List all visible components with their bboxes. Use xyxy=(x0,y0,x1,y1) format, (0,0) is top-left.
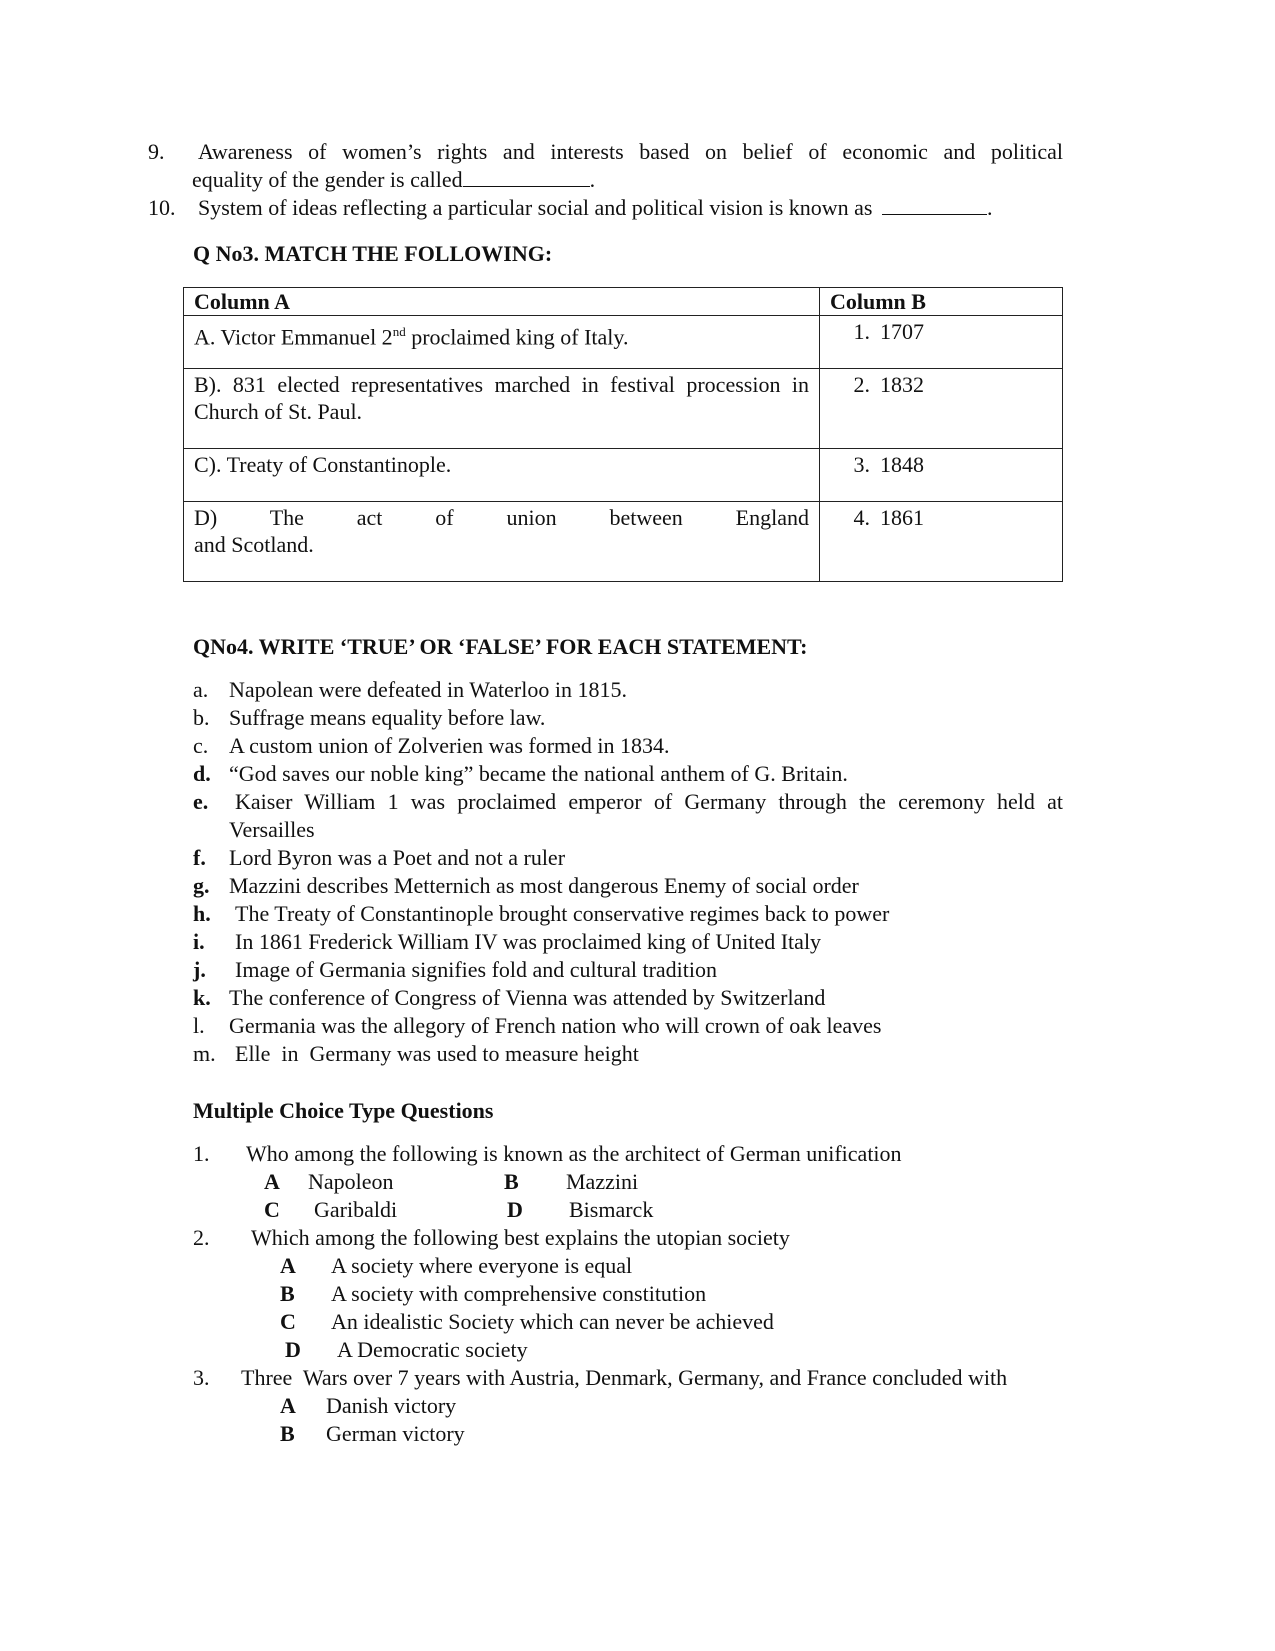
match-row-3-value xyxy=(820,449,1063,502)
mcq-q2-option-a-text: A society where everyone is equal xyxy=(331,1253,633,1278)
mcq-q1-option-c-label: C xyxy=(264,1197,280,1222)
match-header-row xyxy=(184,288,1063,316)
q9-text-pre: equality of the gender is called xyxy=(192,167,463,192)
row-d-line1: D) The act of union between England xyxy=(194,505,809,530)
mcq-q1-option-d-label: D xyxy=(507,1197,523,1222)
tf-statement-f: Lord Byron was a Poet and not a ruler xyxy=(229,845,566,870)
mcq-q1-option-b-label: B xyxy=(504,1169,519,1194)
mcq-q1-option-a-text: Napoleon xyxy=(308,1169,394,1194)
tf-letter-d: d. xyxy=(193,761,211,786)
row-4-year: 1861 xyxy=(880,505,924,530)
mcq-q2-option-d-label: D xyxy=(285,1337,301,1362)
mcq-q3-number: 3. xyxy=(193,1365,210,1390)
tf-statement-l: Germania was the allegory of French nation who will crown of oak leaves xyxy=(229,1013,882,1038)
tf-statement-m: Elle in Germany was used to measure height xyxy=(235,1041,639,1066)
tf-letter-e: e. xyxy=(193,789,209,814)
tf-statement-i: In 1861 Frederick William IV was proclaimed king of United Italy xyxy=(235,929,822,954)
match-row-d xyxy=(184,502,1063,582)
tf-statement-c: A custom union of Zolverien was formed in 1834. xyxy=(229,733,670,758)
mcq-q2-option-b-label: B xyxy=(280,1281,295,1306)
match-row-b xyxy=(184,369,1063,449)
tf-letter-j: j. xyxy=(193,957,206,982)
row-3-year: 1848 xyxy=(880,452,924,477)
match-table xyxy=(183,287,1063,582)
mcq-q3-option-b-text: German victory xyxy=(326,1421,465,1446)
mcq-q3-option-a-text: Danish victory xyxy=(326,1393,457,1418)
tf-letter-h: h. xyxy=(193,901,211,926)
q10-text-post: . xyxy=(987,195,993,220)
tf-letter-m: m. xyxy=(193,1041,216,1066)
match-row-c-text: C). Treaty of Constantinople. xyxy=(184,449,820,502)
mcq-q2-number: 2. xyxy=(193,1225,210,1250)
row-a-text-pre: A. Victor Emmanuel 2 xyxy=(194,324,393,350)
q9-text-line1: Awareness of women’s rights and interests based on belief of economic and political xyxy=(198,139,1063,164)
mcq-q1-text: Who among the following is known as the architect of German unification xyxy=(246,1141,902,1166)
mcq-q1-option-c-text: Garibaldi xyxy=(314,1197,398,1222)
q9-text-post: . xyxy=(589,167,596,192)
column-b-header: Column B xyxy=(820,288,1063,316)
mcq-q1-number: 1. xyxy=(193,1141,210,1166)
tf-letter-l: l. xyxy=(193,1013,205,1038)
mcq-q2-text: Which among the following best explains the utopian society xyxy=(251,1225,790,1250)
row-1-number: 1. xyxy=(853,319,870,344)
tf-statement-e: Kaiser William 1 was proclaimed emperor of Germany through the ceremony held at xyxy=(235,789,1063,814)
mcq-q1-option-a-label: A xyxy=(264,1169,280,1194)
mcq-q2-option-c-text: An idealistic Society which can never be achieved xyxy=(331,1309,774,1334)
row-2-year: 1832 xyxy=(880,372,924,397)
tf-letter-c: c. xyxy=(193,733,209,758)
mcq-q2-option-b-text: A society with comprehensive constitution xyxy=(331,1281,707,1306)
q9-blank xyxy=(463,166,590,187)
row-4-number: 4. xyxy=(853,505,870,530)
q9-number: 9. xyxy=(148,139,165,164)
mcq-q3-option-b-label: B xyxy=(280,1421,295,1446)
row-3-number: 3. xyxy=(853,452,870,477)
match-row-b-text: B). 831 elected representatives marched in festival procession in Church of St. Paul. xyxy=(184,369,820,449)
q10-text-line xyxy=(198,194,993,222)
match-heading: Q No3. MATCH THE FOLLOWING: xyxy=(193,241,553,266)
row-1-year: 1707 xyxy=(880,319,924,344)
match-row-4-value xyxy=(820,502,1063,582)
tf-statement-k: The conference of Congress of Vienna was attended by Switzerland xyxy=(229,985,826,1010)
q10-blank xyxy=(882,194,987,215)
mcq-heading: Multiple Choice Type Questions xyxy=(193,1098,494,1123)
match-row-1-value xyxy=(820,316,1063,369)
tf-statement-h: The Treaty of Constantinople brought conservative regimes back to power xyxy=(235,901,890,926)
tf-letter-k: k. xyxy=(193,985,211,1010)
q10-text: System of ideas reflecting a particular social and political vision is known as xyxy=(198,195,873,220)
q9-text-line2 xyxy=(192,166,595,194)
row-d-line2: and Scotland. xyxy=(194,532,314,557)
match-row-a xyxy=(184,316,1063,369)
tf-statement-g: Mazzini describes Metternich as most dangerous Enemy of social order xyxy=(229,873,859,898)
match-row-c xyxy=(184,449,1063,502)
tf-statement-j: Image of Germania signifies fold and cultural tradition xyxy=(235,957,718,982)
mcq-q2-option-d-text: A Democratic society xyxy=(337,1337,528,1362)
tf-statement-e-cont: Versailles xyxy=(229,817,315,842)
mcq-q1-option-b-text: Mazzini xyxy=(566,1169,639,1194)
mcq-q2-option-a-label: A xyxy=(280,1253,296,1278)
tf-letter-f: f. xyxy=(193,845,206,870)
tf-letter-i: i. xyxy=(193,929,205,954)
tf-letter-b: b. xyxy=(193,705,210,730)
tf-statement-a: Napolean were defeated in Waterloo in 1815. xyxy=(229,677,627,702)
tf-letter-g: g. xyxy=(193,873,210,898)
match-row-a-text xyxy=(184,316,820,369)
row-a-superscript: nd xyxy=(392,324,406,339)
row-a-text-post: proclaimed king of Italy. xyxy=(405,324,629,350)
row-2-number: 2. xyxy=(853,372,870,397)
match-row-2-value xyxy=(820,369,1063,449)
tf-statement-b: Suffrage means equality before law. xyxy=(229,705,546,730)
match-row-d-text xyxy=(184,502,820,582)
mcq-q3-option-a-label: A xyxy=(280,1393,296,1418)
true-false-heading: QNo4. WRITE ‘TRUE’ OR ‘FALSE’ FOR EACH STATEMENT: xyxy=(193,634,808,659)
mcq-q1-option-d-text: Bismarck xyxy=(569,1197,654,1222)
mcq-q3-text: Three Wars over 7 years with Austria, Denmark, Germany, and France concluded with xyxy=(241,1365,1008,1390)
column-a-header: Column A xyxy=(184,288,820,316)
mcq-q2-option-c-label: C xyxy=(280,1309,296,1334)
tf-letter-a: a. xyxy=(193,677,209,702)
q10-number: 10. xyxy=(148,195,176,220)
tf-statement-d: “God saves our noble king” became the national anthem of G. Britain. xyxy=(229,761,848,786)
